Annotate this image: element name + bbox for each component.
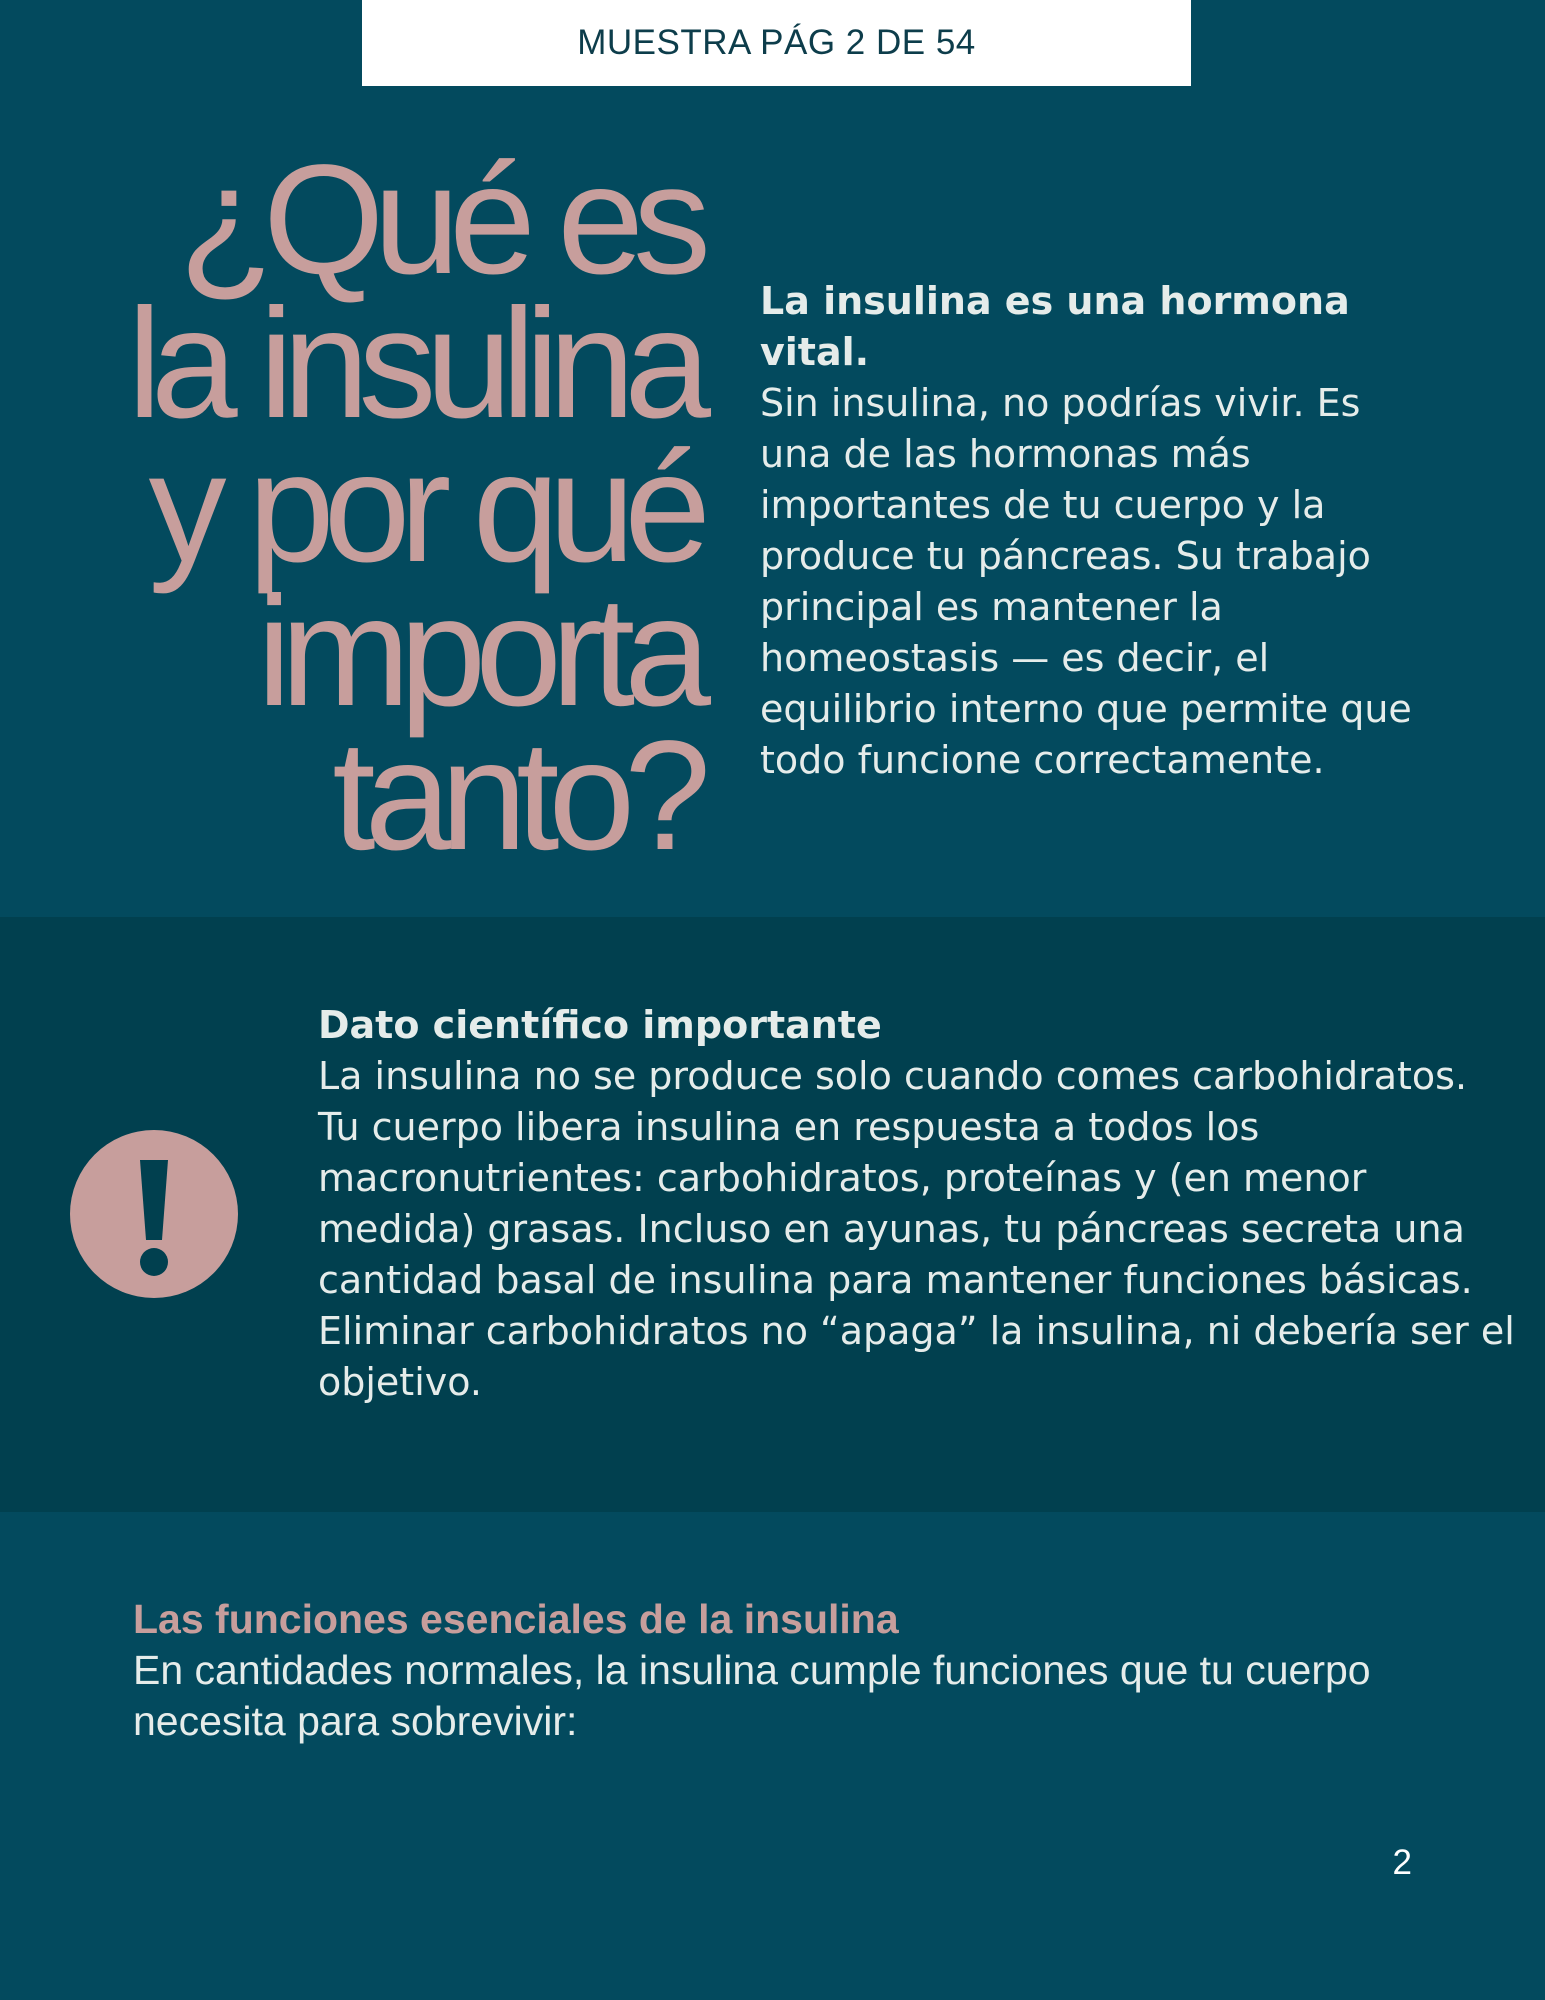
intro-paragraph — [760, 276, 1420, 786]
functions-section — [133, 1594, 1463, 1747]
page-title — [60, 133, 700, 883]
title-line-3: y por qué — [148, 421, 700, 595]
functions-intro: En cantidades normales, la insulina cumple funciones que tu cuerpo necesita para sobrevivir: — [133, 1647, 1371, 1744]
page-number: 2 — [1392, 1843, 1412, 1882]
title-line-5: tanto? — [332, 709, 700, 883]
sample-page-indicator: MUESTRA PÁG 2 DE 54 — [577, 23, 976, 62]
fact-heading: Dato científico importante — [318, 1003, 882, 1047]
title-line-2: la insulina — [127, 277, 700, 451]
exclamation-circle-icon — [70, 1130, 238, 1298]
science-fact — [318, 1000, 1518, 1408]
title-line-4: importa — [256, 565, 700, 739]
functions-heading: Las funciones esenciales de la insulina — [133, 1596, 899, 1642]
intro-lead: La insulina es una hormona vital. — [760, 279, 1350, 374]
sample-banner — [362, 0, 1191, 86]
title-line-1: ¿Qué es — [178, 133, 700, 307]
intro-body: Sin insulina, no podrías vivir. Es una de las hormonas más importantes de tu cuerpo y la produce tu páncreas. Su trabajo principal es mantener la homeostasis — es decir, el equilibrio interno que permite que todo funcione correctamente. — [760, 381, 1412, 782]
fact-body: La insulina no se produce solo cuando comes carbohidratos. Tu cuerpo libera insulina en respuesta a todos los macronutrientes: carbohidratos, proteínas y (en menor medida) grasas. Incluso en ayunas, tu páncreas secreta una cantidad basal de insulina para mantener funciones básicas. Eliminar carbohidratos no “apaga” la insulina, ni debería ser el objetivo. — [318, 1054, 1515, 1404]
